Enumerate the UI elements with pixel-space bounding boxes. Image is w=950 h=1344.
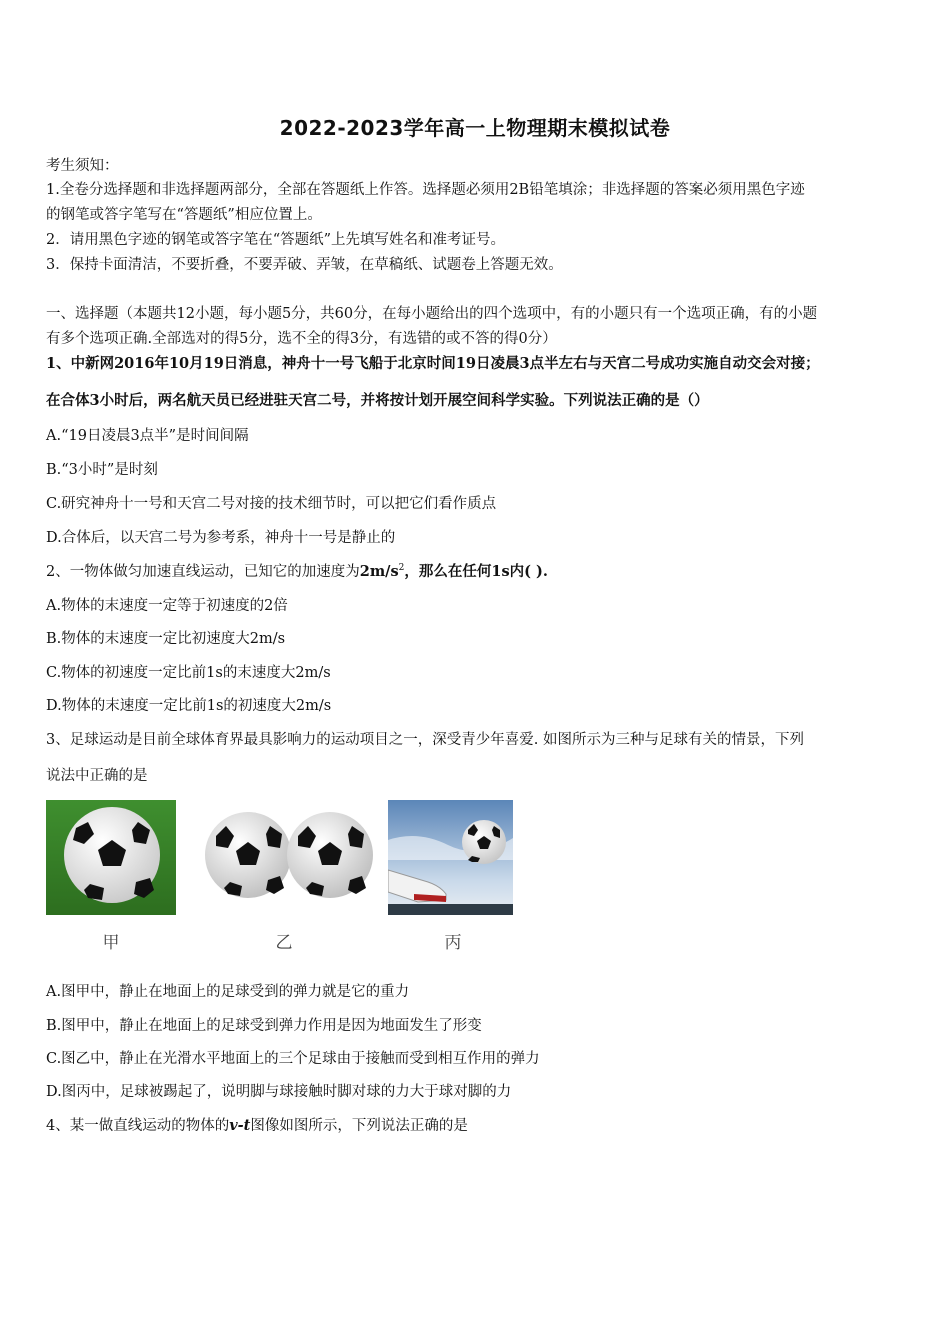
q2-stem-pre: 2、一物体做匀加速直线运动，已知它的加速度为 bbox=[46, 564, 360, 580]
q2-acceleration: 2m/s bbox=[359, 563, 399, 580]
notice-item: 2．请用黑色字迹的钢笔或答字笔在“答题纸”上先填写姓名和准考证号。 bbox=[46, 232, 506, 248]
question-1-stem: 在合体3小时后，两名航天员已经进驻天宫二号，并将按计划开展空间科学实验。下列说法正确的是（） bbox=[46, 392, 709, 409]
q1-option-b: B.“3小时”是时刻 bbox=[46, 462, 158, 478]
q3-option-b: B.图甲中，静止在地面上的足球受到弹力作用是因为地面发生了形变 bbox=[46, 1018, 482, 1034]
caption-yi: 乙 bbox=[275, 933, 293, 953]
soccer-figures bbox=[46, 800, 526, 960]
question-1-stem: 1、中新网2016年10月19日消息，神舟十一号飞船于北京时间19日凌晨3点半左右与天宫二号成功实施自动交会对接； bbox=[46, 355, 820, 372]
caption-bing: 丙 bbox=[444, 933, 462, 953]
figure-bing-kicked-ball bbox=[388, 800, 513, 915]
figure-yi-two-balls bbox=[202, 800, 377, 915]
section-instructions: 有多个选项正确.全部选对的得5分，选不全的得3分，有选错的或不答的得0分） bbox=[46, 331, 557, 347]
question-2-stem bbox=[46, 560, 916, 581]
q1-option-a: A.“19日凌晨3点半”是时间间隔 bbox=[46, 428, 249, 444]
q2-option-b: B.物体的末速度一定比初速度大2m/s bbox=[46, 631, 286, 647]
q2-option-c: C.物体的初速度一定比前1s的末速度大2m/s bbox=[46, 665, 331, 681]
q2-option-d: D.物体的末速度一定比前1s的初速度大2m/s bbox=[46, 698, 332, 714]
page-title: 2022-2023学年高一上物理期末模拟试卷 bbox=[279, 116, 671, 140]
q1-option-c: C.研究神舟十一号和天宫二号对接的技术细节时，可以把它们看作质点 bbox=[46, 496, 497, 512]
caption-jia: 甲 bbox=[102, 933, 120, 953]
q1-option-d: D.合体后，以天宫二号为参考系，神舟十一号是静止的 bbox=[46, 530, 396, 546]
q3-option-a: A.图甲中，静止在地面上的足球受到的弹力就是它的重力 bbox=[46, 984, 410, 1000]
notice-item: 1.全卷分选择题和非选择题两部分，全部在答题纸上作答。选择题必须用2B铅笔填涂；非选择题的答案必须用黑色字迹 bbox=[46, 182, 805, 198]
q4-vt: v-t bbox=[229, 1117, 251, 1134]
figure-jia-ball-on-grass bbox=[46, 800, 176, 915]
notice-item: 3．保持卡面清洁，不要折叠，不要弄破、弄皱，在草稿纸、试题卷上答题无效。 bbox=[46, 257, 563, 273]
q2-stem-post: ，那么在任何1s内( ). bbox=[404, 563, 548, 580]
q4-stem-post: 图像如图所示，下列说法正确的是 bbox=[250, 1118, 468, 1134]
notice-item: 的钢笔或答字笔写在“答题纸”相应位置上。 bbox=[46, 207, 322, 223]
q2-exponent: 2 bbox=[398, 563, 405, 574]
q4-stem-pre: 4、某一做直线运动的物体的 bbox=[46, 1118, 230, 1134]
section-instructions: 一、选择题（本题共12小题，每小题5分，共60分，在每小题给出的四个选项中，有的小题只有一个选项正确，有的小题 bbox=[46, 306, 818, 322]
question-3-stem: 说法中正确的是 bbox=[46, 768, 148, 784]
notice-header: 考生须知： bbox=[46, 158, 119, 174]
question-3-stem: 3、足球运动是目前全球体育界最具影响力的运动项目之一，深受青少年喜爱. 如图所示为三种与足球有关的情景，下列 bbox=[46, 732, 804, 748]
question-4-stem bbox=[46, 1114, 916, 1135]
q3-option-d: D.图丙中，足球被踢起了，说明脚与球接触时脚对球的力大于球对脚的力 bbox=[46, 1084, 512, 1100]
q3-option-c: C.图乙中，静止在光滑水平地面上的三个足球由于接触而受到相互作用的弹力 bbox=[46, 1051, 540, 1067]
q2-option-a: A.物体的末速度一定等于初速度的2倍 bbox=[46, 598, 288, 614]
